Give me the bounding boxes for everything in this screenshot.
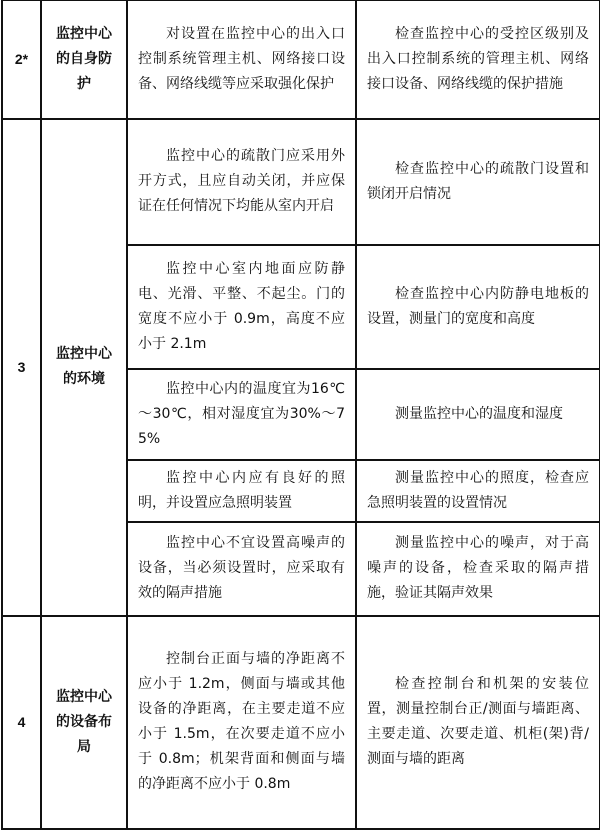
row-number: 4 [2, 616, 41, 829]
item-name: 监控中心的环境 [41, 119, 127, 616]
item-name: 监控中心的设备布局 [41, 616, 127, 829]
item-name: 监控中心的自身防护 [41, 1, 127, 119]
check-method-cell: 检查监控中心的受控区级别及出入口控制系统的管理主机、网络接口设备、网络线缆的保护措施 [356, 1, 600, 119]
requirement-cell: 对设置在监控中心的出入口控制系统管理主机、网络接口设备、网络线缆等应采取强化保护 [127, 1, 356, 119]
requirement-cell: 监控中心内应有良好的照明，并设置应急照明装置 [127, 460, 356, 522]
check-method-cell: 检查监控中心内防静电地板的设置，测量门的宽度和高度 [356, 245, 600, 369]
check-method-cell: 测量监控中心的照度，检查应急照明装置的设置情况 [356, 460, 600, 522]
check-method-cell: 检查监控中心的疏散门设置和锁闭开启情况 [356, 119, 600, 245]
table-row [2, 616, 600, 829]
requirement-cell: 监控中心不宜设置高噪声的设备，当必须设置时，应采取有效的隔声措施 [127, 522, 356, 616]
check-method-cell: 测量监控中心的温度和湿度 [356, 369, 600, 460]
row-number: 2* [2, 1, 41, 119]
requirement-cell: 监控中心的疏散门应采用外开方式，且应自动关闭，并应保证在任何情况下均能从室内开启 [127, 119, 356, 245]
inspection-table [1, 0, 600, 830]
requirement-cell: 控制台正面与墙的净距离不应小于 1.2m，侧面与墙或其他设备的净距离，在主要走道不应小于 1.5m，在次要走道不应小于 0.8m；机架背面和侧面与墙的净距离不应小于 0.8m [127, 616, 356, 829]
row-number: 3 [2, 119, 41, 616]
requirement-cell: 监控中心内的温度宜为16℃～30℃，相对湿度宜为30%～75% [127, 369, 356, 460]
check-method-cell: 检查控制台和机架的安装位置，测量控制台正/测面与墙距离、主要走道、次要走道、机柜(架)背/测面与墙的距离 [356, 616, 600, 829]
requirement-cell: 监控中心室内地面应防静电、光滑、平整、不起尘。门的宽度不应小于 0.9m，高度不应小于 2.1m [127, 245, 356, 369]
table-row [2, 1, 600, 119]
check-method-cell: 测量监控中心的噪声，对于高噪声的设备，检查采取的隔声措施，验证其隔声效果 [356, 522, 600, 616]
table-row [2, 119, 600, 245]
